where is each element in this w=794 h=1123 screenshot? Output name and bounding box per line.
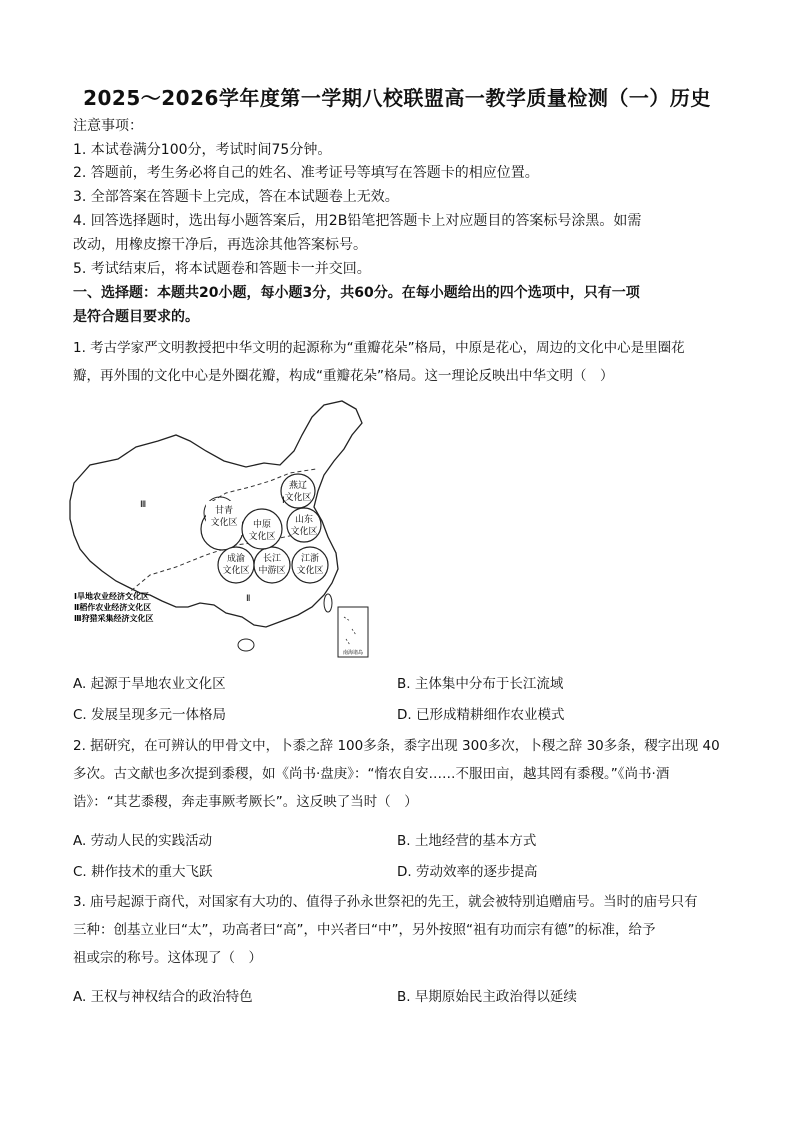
option-2d: D. 劳动效率的逐步提高 <box>397 864 538 880</box>
map-legend-item: Ⅱ稻作农业经济文化区 <box>74 603 152 612</box>
region-label: 成渝 <box>226 554 246 564</box>
notice-item: 4. 回答选择题时，选出每小题答案后，用2B铅笔把答题卡上对应题目的答案标号涂黑。如需 <box>73 213 642 229</box>
svg-text:文化区: 文化区 <box>284 493 312 503</box>
section-heading: 一、选择题：本题共20小题，每小题3分，共60分。在每小题给出的四个选项中，只有一项 <box>73 285 640 301</box>
notice-item: 1. 本试卷满分100分，考试时间75分钟。 <box>73 142 332 158</box>
notice-item: 3. 全部答案在答题卡上完成，答在本试题卷上无效。 <box>73 189 399 205</box>
option-1c: C. 发展呈现多元一体格局 <box>73 707 227 723</box>
question-2-stem: 2. 据研究，在可辨认的甲骨文中，卜黍之辞 100多条，黍字出现 300多次，卜稷之辞 30多条，稷字出现 40 多次。古文献也多次提到黍稷，如《尚书·盘庚》：“惰农自安……不服田亩，越其罔有黍稷。”《尚书·酒 诰》：“其艺黍稷，奔走事厥考厥长”。这反映了当时（ ） <box>73 738 720 810</box>
svg-text:文化区: 文化区 <box>248 532 276 542</box>
region-label: 长江 <box>262 554 282 564</box>
china-culture-map <box>66 395 376 663</box>
option-1b: B. 主体集中分布于长江流域 <box>397 676 564 692</box>
map-legend-item: Ⅰ旱地农业经济文化区 <box>74 592 149 601</box>
region-label: 中原 <box>252 520 272 530</box>
svg-text:文化区: 文化区 <box>222 566 250 576</box>
map-legend-item: Ⅲ狩猎采集经济文化区 <box>74 614 154 623</box>
option-1d: D. 已形成精耕细作农业模式 <box>397 707 565 723</box>
option-2a: A. 劳动人民的实践活动 <box>73 833 213 849</box>
option-1a: A. 起源于旱地农业文化区 <box>73 676 226 692</box>
exam-title: 2025～2026学年度第一学期八校联盟高一教学质量检测（一）历史 <box>83 86 711 110</box>
zone-label: Ⅲ <box>140 500 147 510</box>
region-label: 江浙 <box>300 554 320 564</box>
notice-item: 5. 考试结束后，将本试题卷和答题卡一并交回。 <box>73 261 371 277</box>
region-label: 山东 <box>294 515 314 525</box>
section-heading-cont: 是符合题目要求的。 <box>73 309 199 325</box>
zone-label: Ⅰ <box>282 496 285 506</box>
notice-item: 2. 答题前，考生务必将自己的姓名、准考证号等填写在答题卡的相应位置。 <box>73 165 539 181</box>
inset-label: 南海诸岛 <box>342 650 364 656</box>
notice-heading: 注意事项： <box>73 118 143 134</box>
zone-label: Ⅱ <box>246 594 251 604</box>
region-label: 燕辽 <box>288 481 308 491</box>
option-3b: B. 早期原始民主政治得以延续 <box>397 989 577 1005</box>
question-3-stem: 3. 庙号起源于商代，对国家有大功的、值得子孙永世祭祀的先王，就会被特别追赠庙号。当时的庙号只有 三种：创基立业曰“太”，功高者曰“高”，中兴者曰“中”，另外按照“祖有功而宗有德”的标准，给予 祖或宗的称号。这体现了（ ） <box>73 894 698 966</box>
svg-text:文化区: 文化区 <box>296 566 324 576</box>
notice-item: 改动，用橡皮擦干净后，再选涂其他答案标号。 <box>73 237 367 253</box>
svg-text:中游区: 中游区 <box>258 566 286 576</box>
region-label: 甘青 <box>214 506 234 516</box>
option-3a: A. 王权与神权结合的政治特色 <box>73 989 253 1005</box>
svg-text:文化区: 文化区 <box>210 518 238 528</box>
option-2b: B. 土地经营的基本方式 <box>397 833 537 849</box>
question-1-stem: 1. 考古学家严文明教授把中华文明的起源称为“重瓣花朵”格局，中原是花心，周边的文化中心是里圈花 瓣，再外围的文化中心是外圈花瓣，构成“重瓣花朵”格局。这一理论反映出中华文明（ ） <box>73 340 685 384</box>
option-2c: C. 耕作技术的重大飞跃 <box>73 864 213 880</box>
svg-text:文化区: 文化区 <box>290 527 318 537</box>
